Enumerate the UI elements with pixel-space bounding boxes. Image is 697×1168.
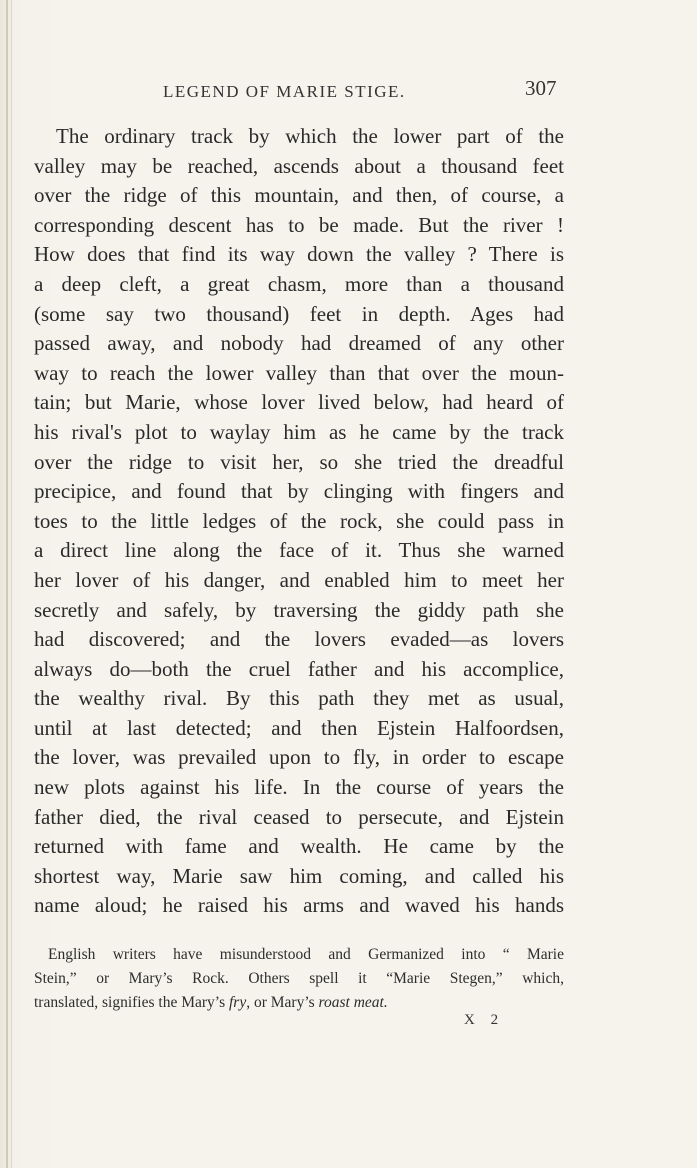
text-line: passed away, and nobody had dreamed of any other [34,331,564,356]
binding-gutter [6,0,8,1168]
text-line: valley may be reached, ascends about a thousand feet [34,153,564,178]
body-text [34,122,564,921]
signature-mark: X 2 [464,1012,505,1028]
text-line: father died, the rival ceased to persecute, and Ejstein [34,804,564,829]
text-line: (some say two thousand) feet in depth. Ages had [34,301,564,326]
binding-gutter-inner [11,0,12,1168]
footnote-text: translated, signifies the Mary’s [34,994,229,1011]
text-line: the wealthy rival. By this path they met as usual, [34,686,564,711]
text-line: precipice, and found that by clinging with fingers and [34,479,564,504]
text-line: toes to the little ledges of the rock, she could pass in [34,508,564,533]
text-line: his rival's plot to waylay him as he came by the track [34,419,564,444]
footnote-italic-roast-meat: roast meat. [318,994,388,1011]
page-number: 307 [525,76,557,100]
page-header [0,76,697,108]
footnote-line: Stein,” or Mary’s Rock. Others spell it “Marie Stegen,” which, [34,970,564,987]
text-line: returned with fame and wealth. He came by the [34,834,564,859]
running-title: LEGEND OF MARIE STIGE. [163,82,406,101]
text-line: tain; but Marie, whose lover lived below, had heard of [34,390,564,415]
text-line: way to reach the lower valley than that over the moun- [34,360,564,385]
footnote-text: , or Mary’s [246,994,319,1011]
text-line: over the ridge to visit her, so she tried the dreadful [34,449,564,474]
text-line: until at last detected; and then Ejstein Halfoordsen, [34,715,564,740]
text-line: corresponding descent has to be made. But the river ! [34,212,564,237]
footnote-italic-fry: fry [229,994,247,1011]
text-line: new plots against his life. In the course of years the [34,775,564,800]
text-line: name aloud; he raised his arms and waved his hands [34,893,564,918]
text-line: shortest way, Marie saw him coming, and called his [34,863,564,888]
text-line: The ordinary track by which the lower part of the [56,124,564,148]
text-line: her lover of his danger, and enabled him to meet her [34,567,564,592]
text-line: secretly and safely, by traversing the giddy path she [34,597,564,622]
footnote [34,943,564,1015]
text-line: a deep cleft, a great chasm, more than a thousand [34,271,564,296]
text-line: over the ridge of this mountain, and then, of course, a [34,183,564,208]
text-line: a direct line along the face of it. Thus she warned [34,538,564,563]
text-line: How does that find its way down the valley ? There is [34,242,564,267]
text-line: had discovered; and the lovers evaded—as lovers [34,627,564,652]
text-line: always do—both the cruel father and his accomplice, [34,656,564,681]
footnote-line: English writers have misunderstood and Germanized into “ Marie [48,946,564,963]
text-line: the lover, was prevailed upon to fly, in order to escape [34,745,564,770]
